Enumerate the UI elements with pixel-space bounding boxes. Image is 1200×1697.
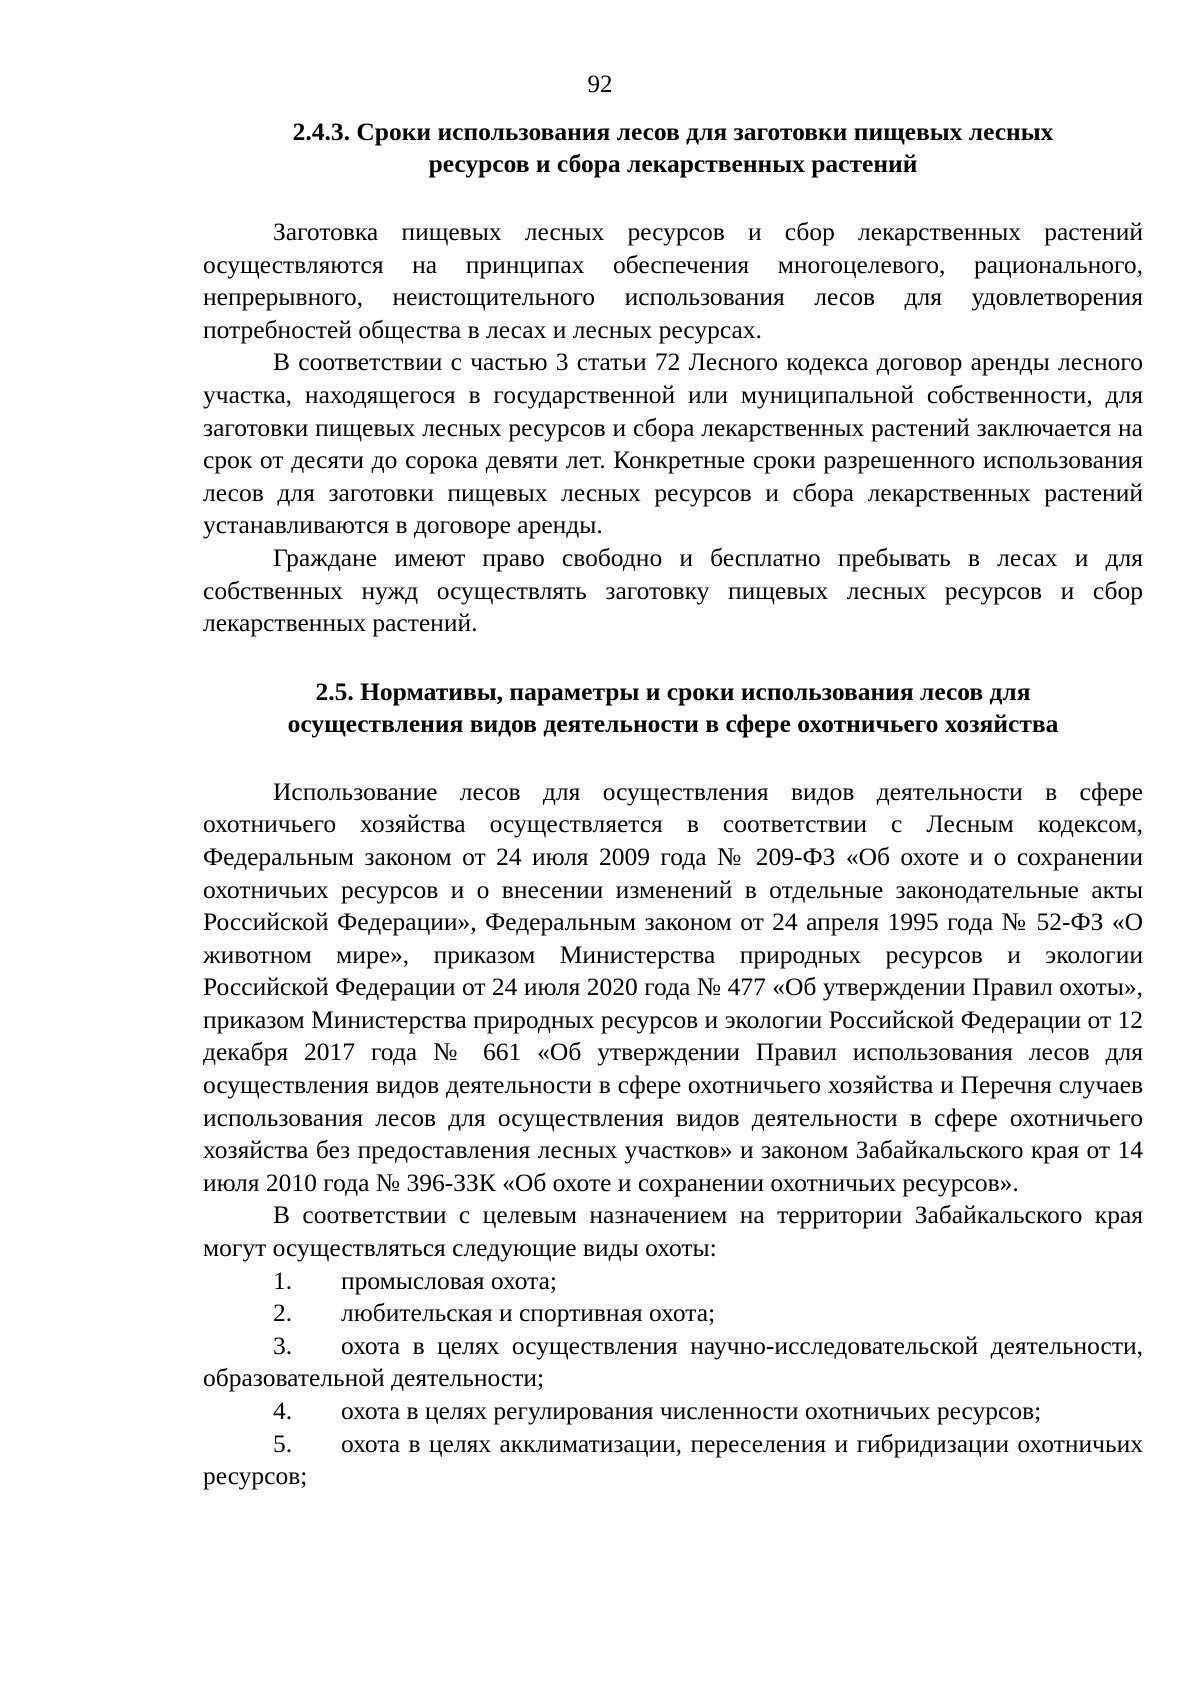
- list-text: охота в целях регулирования численности охотничьих ресурсов;: [341, 1396, 1042, 1425]
- list-number: 1.: [273, 1265, 293, 1295]
- list-number: 2.: [273, 1298, 293, 1328]
- section-heading-2-4-3: [203, 116, 1143, 180]
- page-content: [203, 116, 1143, 1493]
- paragraph: В соответствии с целевым назначением на территории Забайкальского края могут осуществляться следующие виды охоты:: [203, 1200, 1143, 1263]
- list-item: [203, 1297, 1143, 1330]
- heading-line: 2.4.3. Сроки использования лесов для заготовки пищевых лесных: [292, 117, 1054, 146]
- heading-line: осуществления видов деятельности в сфере охотничьего хозяйства: [287, 708, 1059, 738]
- list-text: охота в целях акклиматизации, переселения и гибридизации охотничьих ресурсов;: [203, 1428, 1143, 1491]
- section-body-2-5: [203, 776, 1143, 1493]
- list-item: [203, 1330, 1143, 1395]
- list-text: промысловая охота;: [341, 1265, 558, 1295]
- list-number: 4.: [273, 1396, 293, 1425]
- paragraph: Граждане имеют право свободно и бесплатно пребывать в лесах и для собственных нужд осуществлять заготовку пищевых лесных ресурсов и сбор лекарственных растений.: [203, 542, 1143, 638]
- heading-line: ресурсов и сбора лекарственных растений: [428, 149, 918, 178]
- section-heading-2-5: [203, 676, 1143, 740]
- section-body-2-4-3: [203, 216, 1143, 640]
- list-item: [203, 1265, 1143, 1298]
- hunting-types-list: [203, 1265, 1143, 1493]
- list-text: любительская и спортивная охота;: [341, 1298, 716, 1328]
- page-number: 92: [587, 71, 613, 98]
- list-text: охота в целях осуществления научно-исследовательской деятельности, образовательной деятельности;: [203, 1330, 1143, 1393]
- paragraph: Использование лесов для осуществления видов деятельности в сфере охотничьего хозяйства осуществляется в соответствии с Лесным кодексом, Федеральным законом от 24 июля 2009 года № 209-ФЗ «Об охоте и о сохранении охотничьих ресурсов и о внесении изменений в отдельные законодательные акты Российской Федерации», Федеральным законом от 24 апреля 1995 года № 52-ФЗ «О животном мире», приказом Министерства природных ресурсов и экологии Российской Федерации от 24 июля 2020 года № 477 «Об утверждении Правил охоты», приказом Министерства природных ресурсов и экологии Российской Федерации от 12 декабря 2017 года № 661 «Об утверждении Правил использования лесов для осуществления видов деятельности в сфере охотничьего хозяйства и Перечня случаев использования лесов для осуществления видов деятельности в сфере охотничьего хозяйства без предоставления лесных участков» и законом Забайкальского края от 14 июля 2010 года № 396-ЗЗК «Об охоте и сохранении охотничьих ресурсов».: [203, 776, 1143, 1197]
- paragraph: Заготовка пищевых лесных ресурсов и сбор лекарственных растений осуществляются на принципах обеспечения многоцелевого, рационального, непрерывного, неистощительного использования лесов для удовлетворения потребностей общества в лесах и лесных ресурсах.: [203, 217, 1143, 344]
- heading-line: 2.5. Нормативы, параметры и сроки использования лесов для: [315, 676, 1031, 706]
- list-item: [203, 1395, 1143, 1428]
- paragraph: В соответствии с частью 3 статьи 72 Лесного кодекса договор аренды лесного участка, находящегося в государственной или муниципальной собственности, для заготовки пищевых лесных ресурсов и сбора лекарственных растений заключается на срок от десяти до сорока девяти лет. Конкретные сроки разрешенного использования лесов для заготовки пищевых лесных ресурсов и сбора лекарственных растений устанавливаются в договоре аренды.: [203, 347, 1143, 540]
- list-number: 3.: [273, 1330, 293, 1360]
- list-item: [203, 1428, 1143, 1493]
- list-number: 5.: [273, 1428, 293, 1458]
